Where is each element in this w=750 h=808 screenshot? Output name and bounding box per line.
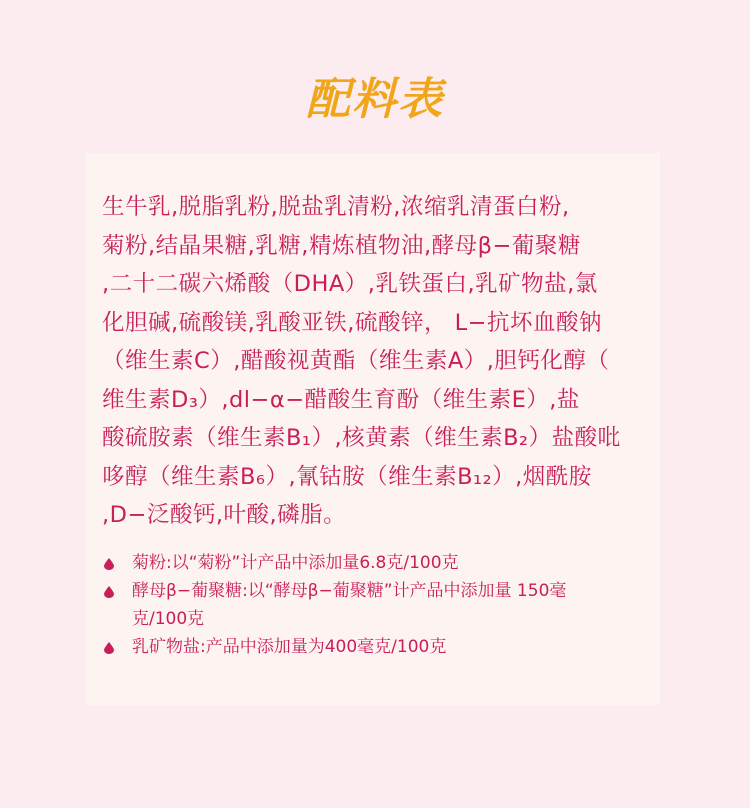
ingredients-line: 菊粉,结晶果糖,乳糖,精炼植物油,酵母β−葡聚糖: [102, 232, 581, 259]
ingredients-line: （维生素C）,醋酸视黄酯（维生素A）,胆钙化醇（: [102, 348, 610, 374]
note-text: 酵母β−葡聚糖:以“酵母β−葡聚糖”计产品中添加量 150毫克/100克: [132, 581, 567, 629]
ingredients-text: [102, 188, 654, 535]
ingredients-line: ,二十二碳六烯酸（DHA）,乳铁蛋白,乳矿物盐,氯: [102, 271, 598, 297]
note-item: [104, 633, 644, 661]
ingredients-line: 哆醇（维生素B₆）,氰钴胺（维生素B₁₂）,烟酰胺: [102, 463, 592, 490]
page-title: 配料表: [306, 74, 444, 125]
ingredients-line: 维生素D₃）,dl−α−醋酸生育酚（维生素E）,盐: [102, 386, 580, 413]
drop-icon: [104, 642, 114, 654]
drop-icon: [104, 558, 114, 570]
drop-icon: [104, 586, 114, 598]
note-item: [104, 549, 644, 577]
ingredients-line: 生牛乳,脱脂乳粉,脱盐乳清粉,浓缩乳清蛋白粉,: [102, 194, 570, 220]
notes-list: [104, 549, 644, 661]
note-text: 菊粉:以“菊粉”计产品中添加量6.8克/100克: [132, 553, 459, 573]
ingredients-line: 酸硫胺素（维生素B₁）,核黄素（维生素B₂）盐酸吡: [102, 425, 621, 451]
ingredients-line: ,D−泛酸钙,叶酸,磷脂。: [102, 502, 347, 528]
note-text: 乳矿物盐:产品中添加量为400毫克/100克: [132, 637, 447, 657]
note-item: [104, 577, 644, 633]
ingredients-line: 化胆碱,硫酸镁,乳酸亚铁,硫酸锌， L−抗坏血酸钠: [102, 309, 602, 336]
